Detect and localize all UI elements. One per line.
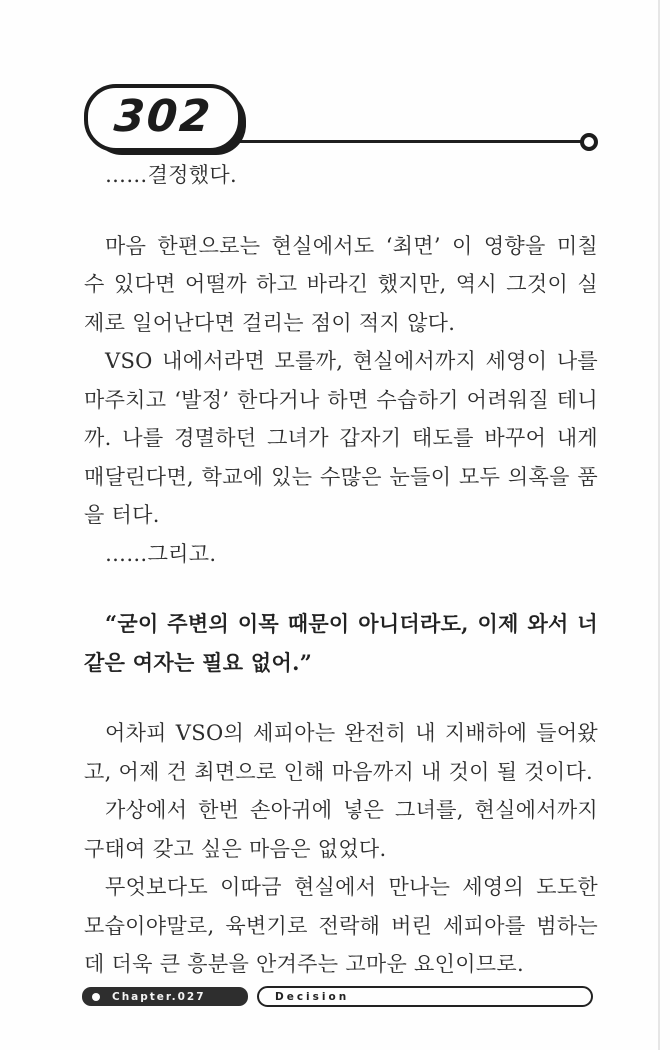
paragraph: ……그리고. [105,541,217,566]
section-title-label: Decision [275,990,350,1003]
page-number-badge [84,84,242,152]
paragraph: ……결정했다. [105,163,237,187]
bullet-dot-icon [92,993,100,1001]
paragraph: 가상에서 한번 손아귀에 넣은 그녀를, 현실에서까지 구태여 갖고 싶은 마음은 없었다. [84,798,598,861]
paragraph: 어차피 VSO의 세피아는 완전히 내 지배하에 들어왔고, 어제 건 최면으로 인해 마음까지 내 것이 될 것이다. [84,721,598,784]
chapter-label: Chapter.027 [112,990,206,1003]
dialogue-paragraph: “굳이 주변의 이목 때문이 아니더라도, 이제 와서 너 같은 여자는 필요 없어.” [84,611,598,675]
paragraph: VSO 내에서라면 모를까, 현실에서까지 세영이 나를 마주치고 ‘발정’ 한다거나 하면 수습하기 어려워질 테니까. 나를 경멸하던 그녀가 갑자기 태도를 바꾸어 내게 매달린다면, 학교에 있는 수많은 눈들이 모두 의혹을 품을 터다. [84,349,598,527]
body-text [84,156,598,984]
line-end-ring-icon [580,133,598,151]
page-number: 302 [112,90,214,142]
header-rule [230,140,582,143]
page-edge-shadow [658,0,660,1050]
paragraph: 무엇보다도 이따금 현실에서 만나는 세영의 도도한 모습이야말로, 육변기로 전락해 버린 세피아를 범하는 데 더욱 큰 흥분을 안겨주는 고마운 요인이므로. [84,875,598,976]
paragraph: 마음 한편으로는 현실에서도 ‘최면’ 이 영향을 미칠 수 있다면 어떨까 하고 바라긴 했지만, 역시 그것이 실제로 일어난다면 걸리는 점이 적지 않다. [84,233,598,335]
chapter-badge [82,987,248,1006]
section-title-badge [257,986,593,1007]
